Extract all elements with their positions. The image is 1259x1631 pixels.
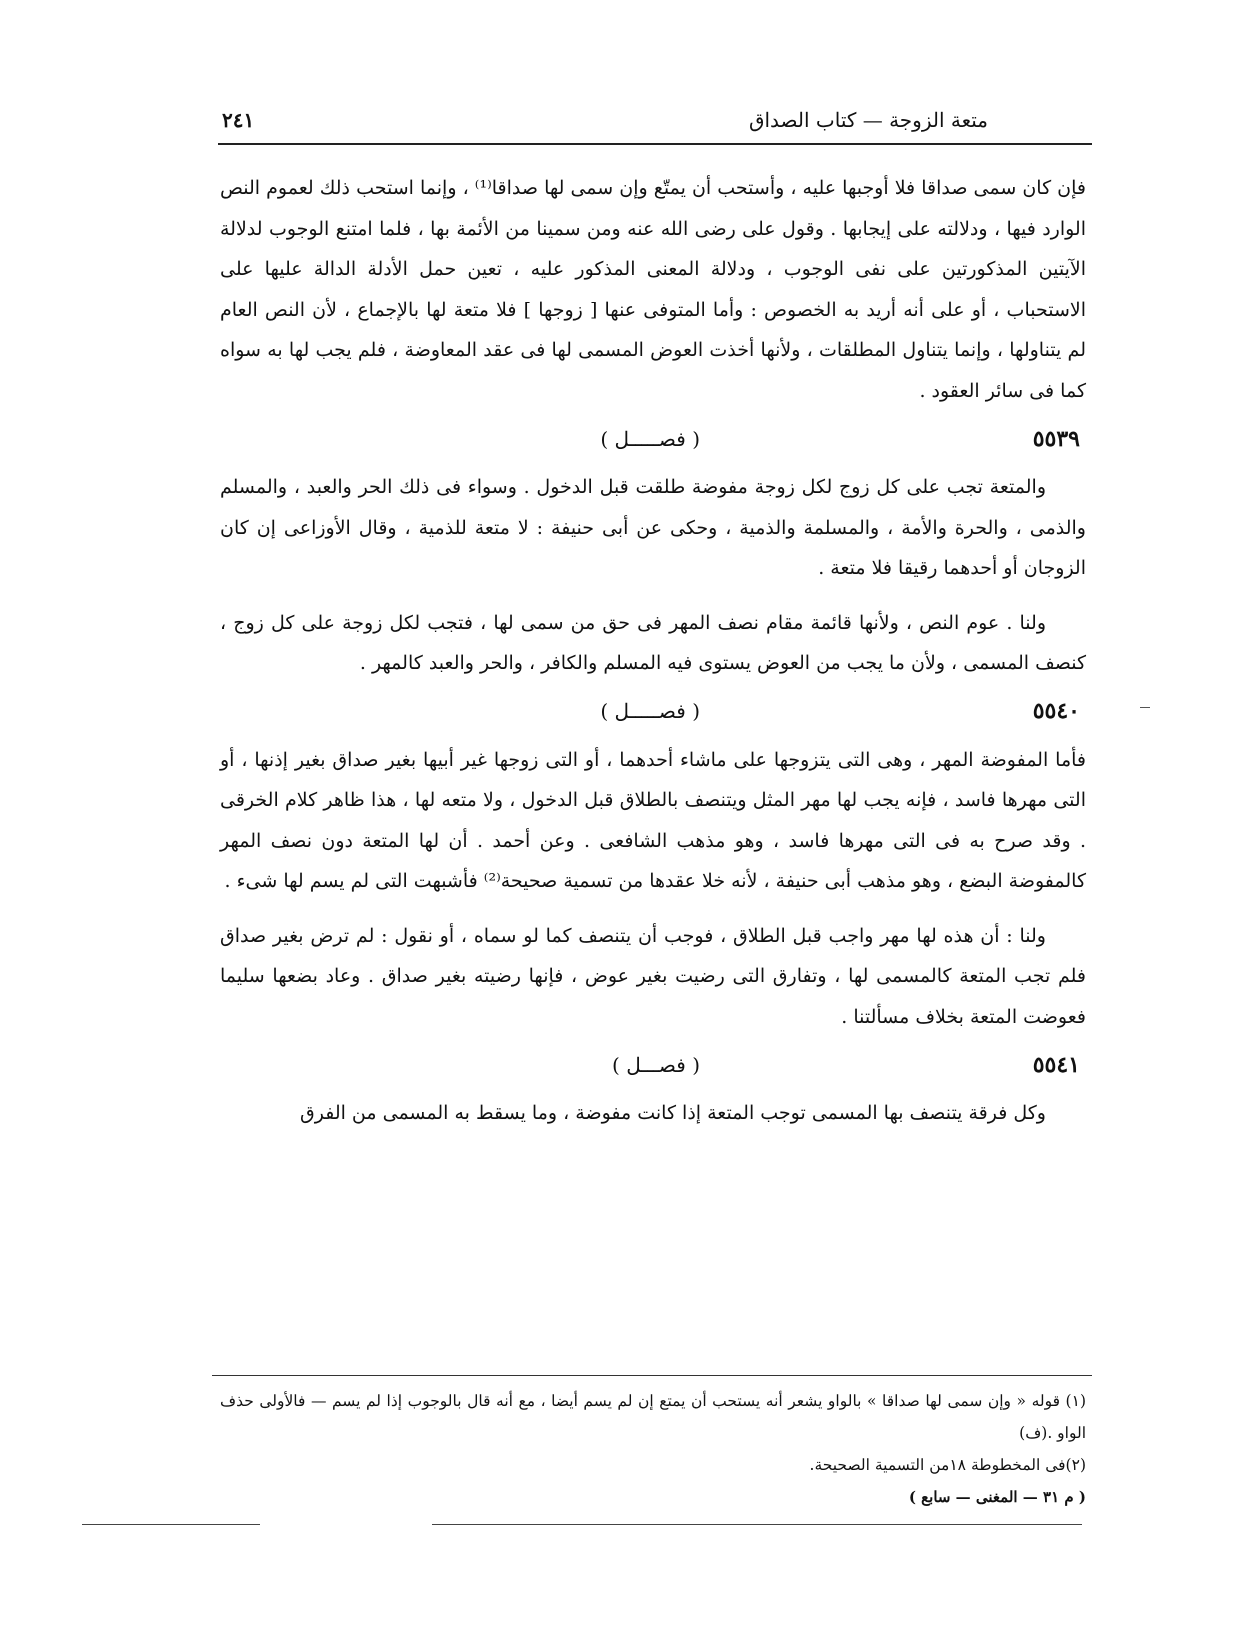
section-label: ( فصـــــل )	[600, 699, 700, 724]
footnote-1: (١) قوله « وإن سمى لها صداقا » بالواو يشعر أنه يستحب أن يمتع إن لم يسم أيضا ، مع أنه قال بالوجوب إذا لم يسم — فالأولى حذف الواو .(ف)	[220, 1392, 1086, 1442]
footnotes	[220, 1385, 1086, 1513]
bottom-rule-right	[432, 1524, 1082, 1525]
section-number: ٥٥٤٠	[1032, 698, 1080, 725]
section-label: ( فصـــــل )	[600, 426, 700, 451]
footnote-rule	[212, 1375, 1092, 1376]
paragraph: ولنا : أن هذه لها مهر واجب قبل الطلاق ، فوجب أن يتنصف كما لو سماه ، أو نقول : لم ترض بغير صداق فلم تجب المتعة كالمسمى لها ، وتفارق التى رضيت بغير عوض ، فإنها رضيته بغير صداق . وعاد بضعها سليما فعوضت المتعة بخلاف مسألتنا .	[220, 924, 1086, 1028]
signature-mark: ( م ٣١ — المغنى — سابع )	[908, 1488, 1086, 1506]
section-number: ٥٥٤١	[1032, 1051, 1080, 1078]
section-heading	[220, 1041, 1086, 1089]
section-label: ( فصـــل )	[612, 1052, 700, 1077]
section-heading	[220, 415, 1086, 463]
footnote-2: (٢)فى المخطوطة ١٨من التسمية الصحيحة.	[809, 1456, 1086, 1474]
page-header	[222, 98, 1088, 142]
section-number: ٥٥٣٩	[1032, 425, 1080, 452]
paragraph: وكل فرقة يتنصف بها المسمى توجب المتعة إذا كانت مفوضة ، وما يسقط به المسمى من الفرق	[299, 1102, 1046, 1124]
bottom-rule-left	[82, 1524, 260, 1525]
header-rule	[218, 143, 1092, 145]
paragraph: والمتعة تجب على كل زوج لكل زوجة مفوضة طلقت قبل الدخول . وسواء فى ذلك الحر والعبد ، والمسلم والذمى ، والحرة والأمة ، والمسلمة والذمية ، وحكى عن أبى حنيفة : لا متعة للذمية ، وقال الأوزاعى إن كان الزوجان أو أحدهما رقيقا فلا متعة .	[220, 476, 1086, 579]
running-title: متعة الزوجة — كتاب الصداق	[748, 108, 988, 132]
paragraph: فأما المفوضة المهر ، وهى التى يتزوجها على ماشاء أحدهما ، أو التى زوجها غير أبيها بغير صداق بغير إذنها ، أو التى مهرها فاسد ، فإنه يجب لها مهر المثل ويتنصف بالطلاق قبل الدخول ، ولا متعه لها ، هذا ظاهر كلام الخرقى . وقد صرح به فى التى مهرها فاسد ، وهو مذهب الشافعى . وعن أحمد . أن لها المتعة دون نصف المهر كالمفوضة البضع ، وهو مذهب أبى حنيفة ، لأنه خلا عقدها من تسمية صحيحة⁽²⁾ فأشبهت التى لم يسم لها شىء .	[220, 748, 1086, 892]
margin-mark	[1140, 707, 1150, 708]
section-heading	[220, 688, 1086, 736]
paragraph: فإن كان سمى صداقا فلا أوجبها عليه ، وأستحب أن يمتّع وإن سمى لها صداقا⁽¹⁾ ، وإنما استحب ذلك لعموم النص الوارد فيها ، ودلالته على إيجابها . وقول على رضى الله عنه ومن سمينا من الأئمة بها ، فلما امتنع الوجوب لدلالة الآيتين المذكورتين على نفى الوجوب ، ودلالة المعنى المذكور عليه ، تعين حمل الأدلة الدالة عليها على الاستحباب ، أو على أنه أريد به الخصوص : وأما المتوفى عنها [ زوجها ] فلا متعة لها بالإجماع ، لأن النص العام لم يتناولها ، وإنما يتناول المطلقات ، ولأنها أخذت العوض المسمى لها فى عقد المعاوضة ، فلم يجب لها به سواه كما فى سائر العقود .	[220, 177, 1087, 402]
page-number: ٢٤١	[222, 108, 255, 132]
paragraph: ولنا . عوم النص ، ولأنها قائمة مقام نصف المهر فى حق من سمى لها ، فتجب لكل زوجة على كل زوج ، كنصف المسمى ، ولأن ما يجب من العوض يستوى فيه المسلم والكافر ، والحر والعبد كالمهر .	[220, 611, 1086, 674]
main-text	[220, 168, 1086, 1134]
